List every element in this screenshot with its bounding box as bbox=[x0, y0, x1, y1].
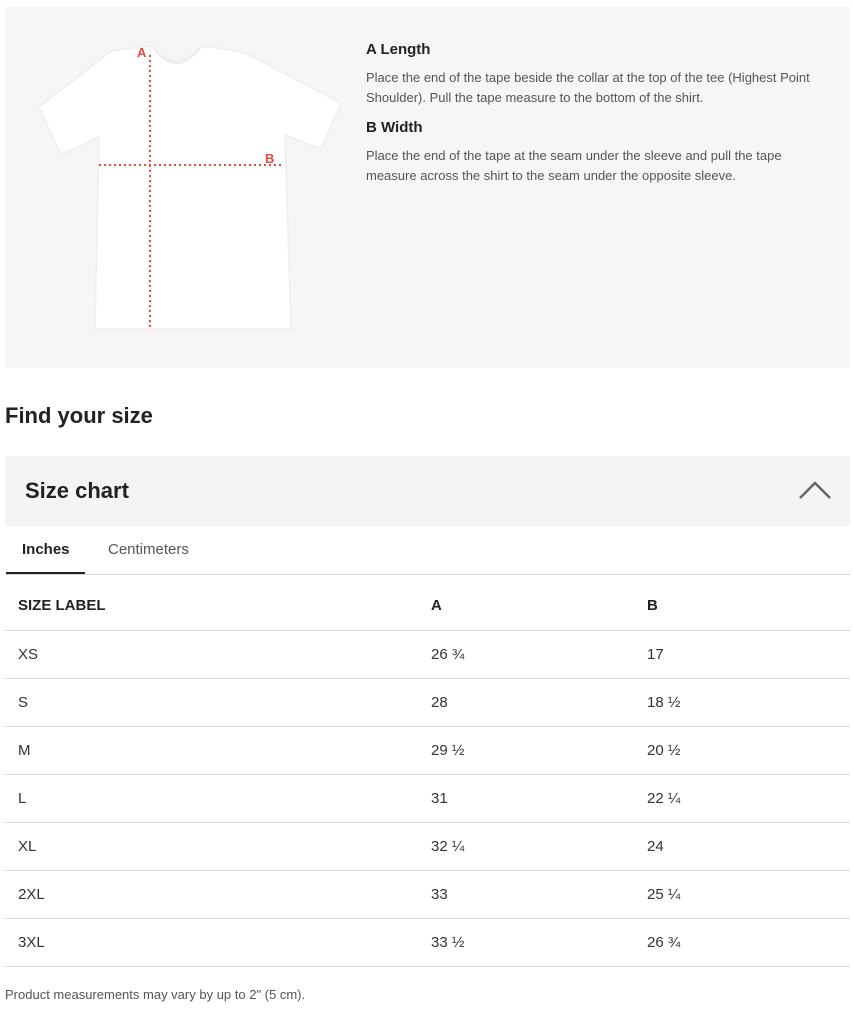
measurement-guide bbox=[5, 7, 850, 368]
size-label-cell: XL bbox=[5, 823, 431, 871]
measure-a-cell: 31 bbox=[431, 775, 647, 823]
tab-centimeters[interactable]: Centimeters bbox=[108, 541, 189, 558]
table-header-row bbox=[5, 581, 850, 631]
size-label-cell: 2XL bbox=[5, 871, 431, 919]
measure-a-cell: 32 ¼ bbox=[431, 823, 647, 871]
size-chart-title: Size chart bbox=[25, 478, 129, 503]
measure-b-cell: 18 ½ bbox=[647, 679, 850, 727]
marker-b: B bbox=[265, 151, 275, 166]
measure-b-cell: 24 bbox=[647, 823, 850, 871]
table-row bbox=[5, 631, 850, 679]
size-label-cell: S bbox=[5, 679, 431, 727]
chevron-up-icon[interactable] bbox=[798, 478, 832, 502]
find-your-size-heading: Find your size bbox=[5, 403, 153, 428]
width-description: Place the end of the tape at the seam under the sleeve and pull the tape measure across the shirt to the seam under the opposite sleeve. bbox=[366, 148, 782, 183]
measure-b-cell: 17 bbox=[647, 631, 850, 679]
length-description: Place the end of the tape beside the collar at the top of the tee (Highest Point Shoulder). Pull the tape measure to the bottom of the shirt. bbox=[366, 70, 810, 105]
measure-b-cell: 25 ¼ bbox=[647, 871, 850, 919]
column-header-a: A bbox=[431, 581, 647, 631]
length-title: A Length bbox=[366, 41, 431, 58]
measure-a-cell: 29 ½ bbox=[431, 727, 647, 775]
measurement-disclaimer: Product measurements may vary by up to 2" (5 cm). bbox=[5, 987, 306, 1002]
width-title: B Width bbox=[366, 119, 423, 136]
active-tab-indicator bbox=[6, 572, 85, 574]
table-row bbox=[5, 679, 850, 727]
measure-a-cell: 26 ¾ bbox=[431, 631, 647, 679]
table-row bbox=[5, 823, 850, 871]
size-chart-accordion-header[interactable] bbox=[5, 456, 850, 526]
measure-b-cell: 26 ¾ bbox=[647, 919, 850, 967]
size-label-cell: L bbox=[5, 775, 431, 823]
table-row bbox=[5, 775, 850, 823]
size-label-cell: 3XL bbox=[5, 919, 431, 967]
unit-tabs bbox=[5, 526, 850, 575]
size-label-cell: XS bbox=[5, 631, 431, 679]
column-header-size-label: SIZE LABEL bbox=[5, 581, 431, 631]
marker-a: A bbox=[137, 45, 147, 60]
measurement-instructions bbox=[366, 41, 826, 197]
size-table bbox=[5, 581, 850, 967]
measure-b-cell: 20 ½ bbox=[647, 727, 850, 775]
column-header-b: B bbox=[647, 581, 850, 631]
measure-b-cell: 22 ¼ bbox=[647, 775, 850, 823]
table-row bbox=[5, 727, 850, 775]
tab-inches[interactable]: Inches bbox=[22, 541, 70, 558]
size-label-cell: M bbox=[5, 727, 431, 775]
table-row bbox=[5, 919, 850, 967]
table-row bbox=[5, 871, 850, 919]
tshirt-illustration bbox=[33, 37, 353, 337]
measure-a-cell: 33 bbox=[431, 871, 647, 919]
measure-a-cell: 28 bbox=[431, 679, 647, 727]
measure-a-cell: 33 ½ bbox=[431, 919, 647, 967]
